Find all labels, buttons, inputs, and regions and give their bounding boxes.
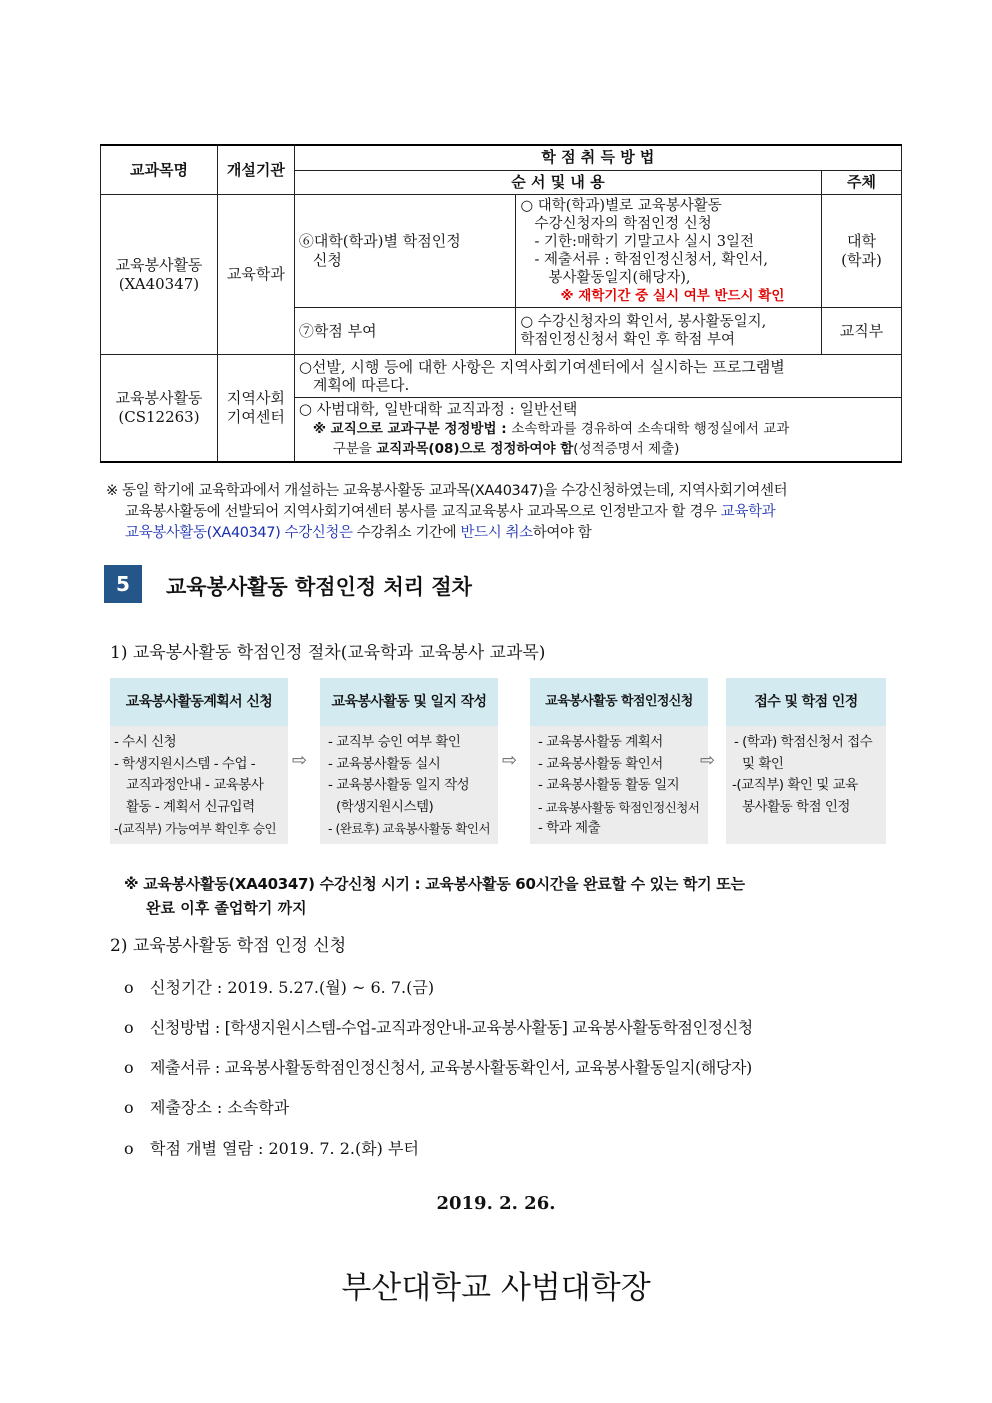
flow-step-1-line: 활동 - 계획서 신규입력 (126, 798, 255, 815)
step6-detail-1: ○ 대학(학과)별로 교육봉사활동 (520, 198, 722, 214)
flow-step-3-line: - 교육봉사활동 활동 일지 (538, 777, 680, 793)
flow-step-2-head: 교육봉사활동 및 일지 작성 (320, 678, 498, 726)
step6-detail-2: 수강신청자의 학점인정 신청 (534, 216, 712, 232)
row2-detail1-line2: 계획에 따른다. (312, 376, 410, 394)
step6-detail-5: 봉사활동일지(해당자), (548, 270, 691, 286)
step6-detail-3: - 기한:매학기 기말고사 실시 3일전 (534, 234, 755, 250)
flow-step-3-line: - 교육봉사활동 확인서 (538, 755, 663, 772)
course-name-cell (101, 195, 218, 355)
flow-step-4-line: 봉사활동 학점 인정 (742, 798, 850, 815)
org2-line1: 지역사회 (226, 389, 285, 407)
bullet-icon: o (124, 1139, 134, 1158)
flow-arrow-icon: ⇨ (700, 750, 716, 771)
header-subject: 주체 (822, 170, 902, 195)
flow-step-2-line: - 교육봉사활동 일지 작성 (328, 777, 470, 793)
flow-step-3 (530, 678, 708, 846)
flow-step-4-line: 및 확인 (742, 755, 784, 772)
flow-step-4 (726, 678, 886, 846)
section-title: 교육봉사활동 학점인정 처리 절차 (166, 575, 472, 599)
cancel-note-line3-blue: 교육봉사활동(XA40347) 수강신청은 (125, 525, 353, 541)
cancel-note-line3-blue2: 반드시 취소 (460, 525, 533, 541)
step7-detail-cell (516, 308, 822, 355)
flow-step-2-line: - 교육봉사활동 실시 (328, 755, 441, 772)
info-item-text: 신청방법 : [학생지원시스템-수업-교직과정안내-교육봉사활동] 교육봉사활동학점인정신청 (150, 1018, 753, 1037)
row2-correction-label: ※ 교직으로 교과구분 정정방법 : (312, 421, 512, 437)
info-item-text: 학점 개별 열람 : 2019. 7. 2.(화) 부터 (150, 1139, 419, 1158)
step6-detail-cell (516, 195, 822, 308)
cancel-note-line3-text: 수강취소 기간에 (352, 525, 461, 541)
row2-detail2-cell (294, 398, 901, 463)
cancel-note-line2-text: 교육봉사활동에 선발되어 지역사회기여센터 봉사를 교직교육봉사 교과목으로 인정받고자 할 경우 (125, 504, 721, 520)
header-order-content: 순 서 및 내 용 (294, 170, 821, 195)
flow-step-4-line: - (학과) 학점신청서 접수 (734, 734, 873, 750)
flow-step-1-line: 교직과정안내 - 교육봉사 (126, 777, 264, 793)
step6-title: ⑥대학(학과)별 학점인정 (298, 232, 461, 250)
step6-subject-1: 대학 (847, 232, 877, 250)
flow-step-4-head: 접수 및 학점 인정 (726, 678, 886, 726)
step7-detail-1: ○ 수강신청자의 확인서, 봉사활동일지, (520, 314, 767, 330)
step6-subject-2: (학과) (841, 251, 882, 269)
flow-step-2-line: (학생지원시스템) (336, 798, 434, 815)
flow-step-1-body (110, 726, 288, 844)
step7-subject: 교직부 (822, 308, 902, 355)
step6-cell (294, 195, 516, 308)
row2-detail2-line2 (299, 421, 790, 437)
flow-step-1-line: - 학생지원시스템 - 수업 - (114, 755, 256, 772)
subsection-1-title: 1) 교육봉사활동 학점인정 절차(교육학과 교육봉사 교과목) (110, 643, 546, 663)
flow-step-1-head: 교육봉사활동계획서 신청 (110, 678, 288, 726)
step6-detail-4: - 제출서류 : 학점인정신청서, 확인서, (534, 252, 769, 268)
flow-step-4-line: -(교직부) 확인 및 교육 (732, 777, 858, 793)
flow-step-3-line: - 교육봉사활동 학점인정신청서 (538, 799, 700, 815)
flow-step-2-line: - 교직부 승인 여부 확인 (328, 734, 461, 750)
row2-detail1-line1: ○선발, 시행 등에 대한 사항은 지역사회기여센터에서 실시하는 프로그램별 (298, 358, 785, 376)
registration-timing-line2: 완료 이후 졸업학기 까지 (146, 899, 307, 917)
flow-arrow-icon: ⇨ (502, 750, 518, 771)
flow-arrow-icon: ⇨ (292, 750, 308, 771)
bullet-icon: o (124, 978, 134, 997)
row2-detail2-line1: ○ 사범대학, 일반대학 교직과정 : 일반선택 (298, 400, 578, 418)
row2-correction-bold: 교직과목(08)으로 정정하여야 함 (376, 441, 574, 457)
header-org: 개설기관 (217, 145, 294, 195)
row2-correction-text2: 구분을 (332, 441, 377, 457)
info-item-period (124, 975, 434, 998)
course-code: (XA40347) (118, 274, 200, 293)
info-item-method (124, 1015, 753, 1038)
org2-line2: 기여센터 (226, 408, 285, 426)
row2-detail2-line3 (299, 441, 680, 457)
course2-name-cell (101, 355, 218, 463)
info-item-view (124, 1136, 419, 1159)
document-date: 2019. 2. 26. (436, 1193, 556, 1214)
cancel-note-line3-tail: 하여야 함 (532, 525, 592, 541)
cancel-note-line2-blue: 교육학과 (720, 504, 776, 520)
registration-timing-note (124, 872, 745, 920)
course2-code: (CS12263) (118, 408, 200, 426)
course2-name: 교육봉사활동 (115, 389, 203, 407)
step6-subject-cell (822, 195, 902, 308)
flow-step-1-line: - 수시 신청 (114, 734, 177, 750)
flow-step-2 (320, 678, 498, 846)
step6-title-cont: 신청 (312, 251, 342, 269)
section-number-badge: 5 (104, 565, 142, 603)
flow-step-2-body (320, 726, 498, 844)
subsection-2-title: 2) 교육봉사활동 학점 인정 신청 (110, 936, 347, 956)
flow-step-1 (110, 678, 288, 846)
flow-step-1-line: -(교직부) 가능여부 확인후 승인 (114, 821, 277, 836)
credit-method-table (100, 144, 902, 463)
bullet-icon: o (124, 1018, 134, 1037)
cancel-note-line1: ※ 동일 학기에 교육학과에서 개설하는 교육봉사활동 교과목(XA40347)을 수강신청하였는데, 지역사회기여센터 (106, 483, 788, 499)
info-item-text: 제출서류 : 교육봉사활동학점인정신청서, 교육봉사활동확인서, 교육봉사활동일지(해당자) (150, 1058, 752, 1077)
org-cell: 교육학과 (217, 195, 294, 355)
row2-correction-text: 소속학과를 경유하여 소속대학 행정실에서 교과 (511, 421, 790, 437)
info-item-text: 제출장소 : 소속학과 (150, 1098, 290, 1117)
row2-detail1-cell (294, 355, 901, 398)
cancel-note (106, 481, 896, 544)
flow-step-2-line: - (완료후) 교육봉사활동 확인서 (328, 821, 491, 836)
info-item-documents (124, 1055, 752, 1078)
cancel-note-line3 (106, 523, 896, 544)
step7-cell: ⑦학점 부여 (294, 308, 516, 355)
header-course-name: 교과목명 (101, 145, 218, 195)
flow-step-3-line: - 학과 제출 (538, 820, 601, 836)
flow-step-3-head: 교육봉사활동 학점인정신청 (530, 678, 708, 726)
registration-timing-line1: ※ 교육봉사활동(XA40347) 수강신청 시기 : 교육봉사활동 60시간을 완료할 수 있는 학기 또는 (124, 875, 745, 893)
course-name: 교육봉사활동 (115, 255, 203, 274)
step6-warning: ※ 재학기간 중 실시 여부 반드시 확인 (560, 288, 785, 304)
bullet-icon: o (124, 1098, 134, 1117)
cancel-note-line2 (106, 502, 896, 523)
info-item-text: 신청기간 : 2019. 5.27.(월) ~ 6. 7.(금) (150, 978, 435, 997)
header-credit-method: 학 점 취 득 방 법 (294, 145, 901, 170)
info-item-place (124, 1095, 289, 1118)
issuer-signature: 부산대학교 사범대학장 (341, 1270, 651, 1306)
flow-step-3-line: - 교육봉사활동 계획서 (538, 734, 663, 750)
org2-cell (217, 355, 294, 463)
bullet-icon: o (124, 1058, 134, 1077)
flow-step-4-body (726, 726, 886, 844)
row2-correction-tail: (성적증명서 제출) (573, 441, 680, 457)
step7-detail-2: 학점인정신청서 확인 후 학점 부여 (520, 332, 736, 348)
flow-step-3-body (530, 726, 708, 844)
